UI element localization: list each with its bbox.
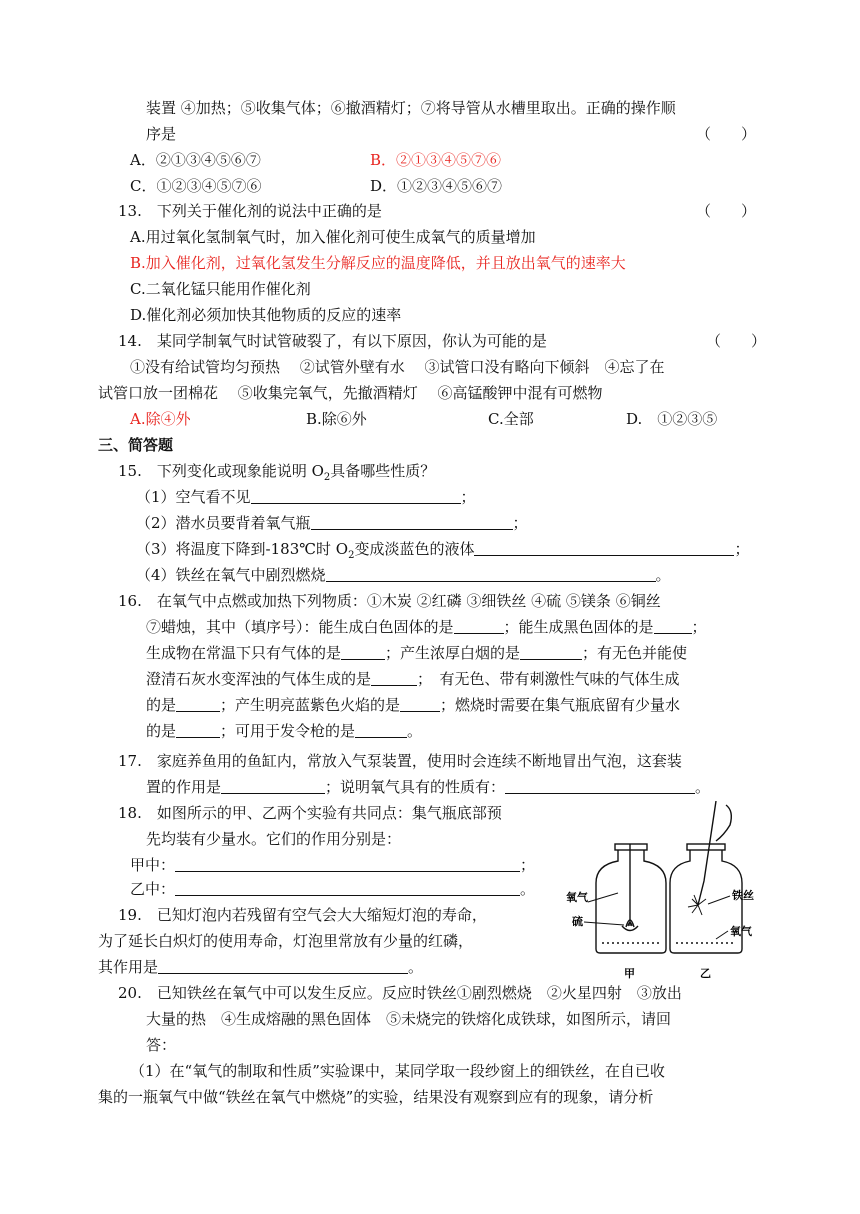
label-yi: 乙 <box>700 967 711 980</box>
q20-part1-line1: （1）在“氧气的制取和性质”实验课中，某同学取一段纱窗上的细铁丝，在自已收 <box>130 1062 665 1080</box>
q13-option-b: B.加入催化剂，过氧化氢发生分解反应的温度降低，并且放出氧气的速率大 <box>130 254 626 272</box>
q14-option-b: B.除⑥外 <box>306 410 367 428</box>
q14-option-a: A.除④外 <box>130 410 191 428</box>
q13-option-d: D.催化剂必须加快其他物质的反应的速率 <box>130 306 402 324</box>
q15-item-1: （1）空气看不见 ； <box>136 488 476 506</box>
q20-line3: 答： <box>146 1036 177 1054</box>
bottle-jia <box>596 844 666 953</box>
q16-line5: 的是 ；产生明亮蓝紫色火焰的是 ；燃烧时需要在集气瓶底留有少量水 <box>146 696 681 714</box>
q15-item-4: （4）铁丝在氧气中剧烈燃烧 。 <box>136 566 671 584</box>
answer-blank[interactable] <box>520 644 582 660</box>
q16-line1: 16. 在氧气中点燃或加热下列物质：①木炭 ②红磷 ③细铁丝 ④硫 ⑤镁条 ⑥铜丝 <box>118 592 661 610</box>
q20-line1: 20. 已知铁丝在氧气中可以发生反应。反应时铁丝①剧烈燃烧 ②火星四射 ③放出 <box>118 984 682 1002</box>
answer-blank[interactable] <box>400 696 440 712</box>
label-oxygen-left: 氧气 <box>566 891 588 904</box>
q12-line1: 装置 ④加热；⑤收集气体；⑥撤酒精灯；⑦将导管从水槽里取出。正确的操作顺 <box>146 99 676 117</box>
q16-line2: ⑦蜡烛，其中（填序号）：能生成白色固体的是 ；能生成黑色固体的是 ； <box>146 618 707 636</box>
answer-blank[interactable] <box>326 566 656 582</box>
q18-jia: 甲中： ； <box>130 856 536 874</box>
q19-line1: 19. 已知灯泡内若残留有空气会大大缩短灯泡的寿命， <box>118 906 487 924</box>
q19-line3: 其作用是 。 <box>98 958 424 976</box>
q15-item-3: （3）将温度下降到-183℃时 $O_2$变成淡蓝色的液体 ； <box>136 540 750 561</box>
q17-line2: 置的作用是 ；说明氧气具有的性质有： 。 <box>146 778 711 796</box>
answer-blank[interactable] <box>158 958 408 974</box>
q18-yi: 乙中： 。 <box>130 880 536 898</box>
section-heading: 三、简答题 <box>98 436 174 454</box>
q12-option-d: D．①②③④⑤⑥⑦ <box>370 177 503 195</box>
answer-blank[interactable] <box>474 540 734 556</box>
experiment-figure <box>566 801 764 981</box>
q13-option-c: C.二氧化锰只能用作催化剂 <box>130 280 311 298</box>
q14-stem: 14. 某同学制氧气时试管破裂了，有以下原因，你认为可能的是 <box>118 332 547 350</box>
q13-answer-paren: （ ） <box>696 202 757 220</box>
answer-blank[interactable] <box>311 514 513 530</box>
q17-line1: 17. 家庭养鱼用的鱼缸内，常放入气泵装置，使用时会连续不断地冒出气泡，这套装 <box>118 752 682 770</box>
q15-stem: 15. 下列变化或现象能说明 $O_2$具备哪些性质？ <box>118 462 436 483</box>
label-jia: 甲 <box>624 967 635 980</box>
q16-line4: 澄清石灰水变浑浊的气体生成的是 ； 有无色、带有刺激性气味的气体生成 <box>146 670 680 688</box>
q14-option-c: C.全部 <box>488 410 534 428</box>
q14-answer-paren: （ ） <box>706 332 767 350</box>
answer-blank[interactable] <box>175 880 520 896</box>
answer-blank[interactable] <box>175 856 520 872</box>
q13-option-a: A.用过氧化氢制氧气时，加入催化剂可使生成氧气的质量增加 <box>130 228 536 246</box>
q16-line3: 生成物在常温下只有气体的是 ；产生浓厚白烟的是 ；有无色并能使 <box>146 644 688 662</box>
q12-answer-paren: （ ） <box>696 125 757 143</box>
q20-part1-line2: 集的一瓶氧气中做“铁丝在氧气中燃烧”的实验，结果没有观察到应有的现象，请分析 <box>98 1088 654 1106</box>
q18-line1: 18. 如图所示的甲、乙两个实验有共同点：集气瓶底部预 <box>118 804 502 822</box>
q14-option-d: D. ①②③⑤ <box>626 410 718 428</box>
q19-line2: 为了延长白炽灯的使用寿命，灯泡里常放有少量的红磷， <box>98 932 474 950</box>
answer-blank[interactable] <box>176 722 220 738</box>
answer-blank[interactable] <box>454 618 504 634</box>
answer-blank[interactable] <box>355 722 407 738</box>
q12-option-b: B．②①③④⑤⑦⑥ <box>370 151 502 169</box>
answer-blank[interactable] <box>176 696 220 712</box>
answer-blank[interactable] <box>221 778 325 794</box>
answer-blank[interactable] <box>505 778 695 794</box>
q15-item-2: （2）潜水员要背着氧气瓶 ； <box>136 514 528 532</box>
label-sulfur: 硫 <box>572 915 583 928</box>
answer-blank[interactable] <box>654 618 692 634</box>
label-iron-wire: 铁丝 <box>732 889 754 902</box>
q14-line2: 试管口放一团棉花 ⑤收集完氧气，先撤酒精灯 ⑥高锰酸钾中混有可燃物 <box>98 384 603 402</box>
q14-line1: ①没有给试管均匀预热 ②试管外壁有水 ③试管口没有略向下倾斜 ④忘了在 <box>130 358 665 376</box>
label-leaders <box>584 893 730 939</box>
answer-blank[interactable] <box>251 488 461 504</box>
q20-line2: 大量的热 ④生成熔融的黑色固体 ⑤未烧完的铁熔化成铁球，如图所示，请回 <box>146 1010 672 1028</box>
answer-blank[interactable] <box>341 644 385 660</box>
q12-option-c: C．①②③④⑤⑦⑥ <box>130 177 262 195</box>
q13-stem: 13. 下列关于催化剂的说法中正确的是 <box>118 202 382 220</box>
q16-line6: 的是 ；可用于发令枪的是 。 <box>146 722 423 740</box>
answer-blank[interactable] <box>371 670 417 686</box>
label-oxygen-right: 氧气 <box>730 925 752 938</box>
q12-line2: 序是 <box>146 125 177 143</box>
q18-line2: 先均装有少量水。它们的作用分别是： <box>146 830 402 848</box>
q12-option-a: A．②①③④⑤⑥⑦ <box>130 151 261 169</box>
